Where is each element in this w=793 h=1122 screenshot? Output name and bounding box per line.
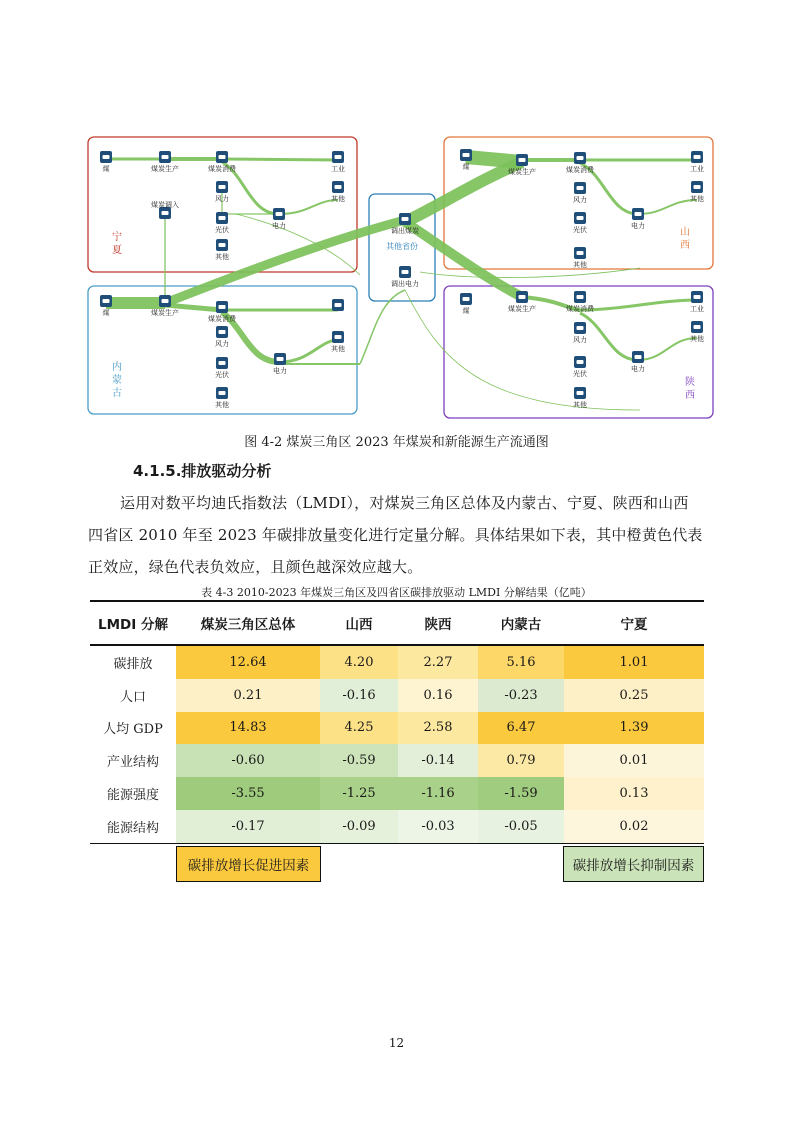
- figure-caption: 图 4-2 煤炭三角区 2023 年煤炭和新能源生产流通图: [244, 435, 549, 450]
- column-header: LMDI 分解: [90, 601, 176, 645]
- node-label: 电力: [631, 365, 645, 373]
- region-label-neimenggu: 内: [112, 362, 122, 373]
- node-label: 煤炭消费: [566, 166, 594, 174]
- wind-icon-glyph: [219, 185, 226, 189]
- solar-icon-glyph: [219, 216, 226, 220]
- table-cell: -0.09: [320, 810, 398, 843]
- table-cell: 0.25: [564, 679, 704, 712]
- column-header: 陕西: [398, 601, 478, 645]
- table-cell: 2.27: [398, 645, 478, 679]
- node-label: 其他: [690, 335, 704, 343]
- table-cell: -0.03: [398, 810, 478, 843]
- table-cell: 6.47: [478, 712, 564, 745]
- node-label: 其他: [690, 195, 704, 203]
- coal-icon-glyph: [463, 297, 470, 301]
- region-label-other: 其他省份: [386, 242, 418, 251]
- node-label: 煤炭消费: [208, 315, 236, 323]
- node-label: 光伏: [573, 226, 587, 234]
- coal-import-icon-glyph: [162, 211, 169, 215]
- column-header: 煤炭三角区总体: [176, 601, 320, 645]
- row-label: 碳排放: [113, 656, 153, 672]
- positive-legend-label: 碳排放增长促进因素: [187, 858, 310, 874]
- coal-export-icon-glyph: [402, 217, 409, 221]
- flow-link: [638, 200, 697, 214]
- coal-icon-glyph: [103, 299, 110, 303]
- region-label-ningxia: 夏: [112, 245, 122, 256]
- node-label: 光伏: [573, 370, 587, 378]
- coal-production-icon-glyph: [519, 295, 526, 299]
- node-label: 风力: [573, 336, 587, 344]
- other-consumption-icon-glyph: [335, 335, 342, 339]
- table-cell: 0.01: [564, 744, 704, 777]
- other-energy-icon-glyph: [577, 391, 584, 395]
- other-consumption-icon-glyph: [694, 185, 701, 189]
- node-label: 光伏: [215, 371, 229, 379]
- table-cell: -0.59: [320, 744, 398, 777]
- table-cell: 0.21: [176, 679, 320, 712]
- node-label: 其他: [331, 195, 345, 203]
- flow-link: [280, 340, 338, 362]
- negative-effect-legend: [563, 846, 704, 882]
- coal-consumption-icon-glyph: [577, 156, 584, 160]
- node-label: 调出电力: [391, 280, 419, 288]
- table-cell: 1.01: [564, 645, 704, 679]
- column-header: 山西: [320, 601, 398, 645]
- table-cell: 0.13: [564, 777, 704, 810]
- table-cell: -0.05: [478, 810, 564, 843]
- coal-energy-flow-diagram: [0, 0, 793, 430]
- electricity-icon-glyph: [276, 212, 283, 216]
- node-label: 煤: [462, 307, 470, 315]
- coal-consumption-icon-glyph: [219, 155, 226, 159]
- table-cell: 12.64: [176, 645, 320, 679]
- paragraph-line-2: 四省区 2010 年至 2023 年碳排放量变化进行定量分解。具体结果如下表，其中橙黄色代表: [88, 526, 703, 544]
- region-label-shanxi: 山: [680, 227, 690, 238]
- table-cell: -3.55: [176, 777, 320, 810]
- coal-production-icon-glyph: [519, 158, 526, 162]
- table-cell: -0.60: [176, 744, 320, 777]
- coal-flow-shanxi-to-other: [405, 162, 522, 222]
- node-label: 煤炭消费: [208, 165, 236, 173]
- section-heading: 4.1.5.排放驱动分析: [133, 462, 272, 480]
- table-row: [90, 744, 704, 777]
- node-label: 煤炭生产: [508, 168, 536, 176]
- power-export-icon-glyph: [402, 270, 409, 274]
- table-caption: 表 4-3 2010-2023 年煤炭三角区及四省区碳排放驱动 LMDI 分解结果（亿吨）: [201, 586, 592, 599]
- other-energy-icon-glyph: [577, 251, 584, 255]
- region-label-neimenggu: 古: [112, 388, 122, 399]
- flow-link: [580, 300, 697, 310]
- region-label-shaanxi: 西: [685, 390, 695, 401]
- flow-link: [638, 338, 697, 360]
- node-label: 其他: [573, 261, 587, 269]
- table-cell: -1.59: [478, 777, 564, 810]
- row-label: 能源结构: [90, 810, 176, 843]
- node-label: 煤炭生产: [151, 309, 179, 317]
- electricity-icon-glyph: [277, 357, 284, 361]
- other-consumption-icon-glyph: [694, 325, 701, 329]
- node-label: 煤炭生产: [151, 165, 179, 173]
- region-label-neimenggu: 蒙: [112, 375, 122, 386]
- coal-icon-glyph: [463, 153, 470, 157]
- table-header-row: [90, 601, 704, 645]
- node-label: 电力: [272, 222, 286, 230]
- node-label: 光伏: [215, 226, 229, 234]
- table-row: [90, 645, 704, 679]
- page-number: 12: [388, 1036, 405, 1050]
- wind-icon-glyph: [577, 326, 584, 330]
- node-label: 电力: [273, 367, 287, 375]
- table-cell: 4.20: [320, 645, 398, 679]
- node-label: 调出煤炭: [391, 227, 419, 235]
- node-label: 风力: [215, 340, 229, 348]
- row-label: 产业结构: [106, 755, 159, 771]
- paragraph-line-3: 正效应，绿色代表负效应，且颜色越深效应越大。: [88, 558, 423, 576]
- flow-link: [279, 200, 338, 214]
- solar-icon-glyph: [577, 216, 584, 220]
- flow-link: [222, 159, 338, 160]
- table-cell: -0.16: [320, 679, 398, 712]
- electricity-icon-glyph: [635, 355, 642, 359]
- coal-production-icon-glyph: [162, 299, 169, 303]
- table-row: [90, 810, 704, 843]
- table-cell: -0.23: [478, 679, 564, 712]
- paragraph-line-1: 运用对数平均迪氏指数法（LMDI），对煤炭三角区总体及内蒙古、宁夏、陕西和山西: [120, 494, 689, 512]
- negative-legend-label: 碳排放增长抑制因素: [572, 858, 695, 874]
- table-cell: 4.25: [320, 712, 398, 745]
- table-row: [90, 712, 704, 745]
- wind-icon-glyph: [577, 186, 584, 190]
- row-label: 人均 GDP: [103, 722, 163, 738]
- table-row: [90, 679, 704, 712]
- node-label: 煤: [462, 163, 470, 171]
- other-consumption-icon-glyph: [335, 185, 342, 189]
- node-label: 煤炭消费: [566, 305, 594, 313]
- node-label: 风力: [215, 195, 229, 203]
- node-label: 煤: [102, 309, 110, 317]
- node-label: 工业: [331, 165, 345, 173]
- node-label: 工业: [690, 165, 704, 173]
- solar-icon-glyph: [577, 360, 584, 364]
- column-header: 宁夏: [564, 601, 704, 645]
- industry-icon-glyph: [335, 155, 342, 159]
- node-label: 其他: [215, 253, 229, 261]
- wind-icon-glyph: [219, 330, 226, 334]
- table-cell: 0.16: [398, 679, 478, 712]
- table-cell: 14.83: [176, 712, 320, 745]
- region-label-ningxia: 宁: [112, 232, 122, 243]
- industry-icon-glyph: [335, 303, 342, 307]
- node-label: 其他: [573, 401, 587, 409]
- node-label: 煤: [102, 165, 110, 173]
- industry-icon-glyph: [694, 155, 701, 159]
- lmdi-table: [90, 600, 704, 844]
- table-row: [90, 777, 704, 810]
- other-energy-icon-glyph: [219, 391, 226, 395]
- node-label: 工业: [690, 305, 704, 313]
- table-cell: 0.79: [478, 744, 564, 777]
- row-label: 人口: [119, 689, 146, 705]
- row-label: 能源强度: [106, 788, 159, 804]
- table-cell: -0.17: [176, 810, 320, 843]
- table-cell: -0.14: [398, 744, 478, 777]
- table-cell: 1.39: [564, 712, 704, 745]
- coal-consumption-icon-glyph: [219, 305, 226, 309]
- table-cell: 2.58: [398, 712, 478, 745]
- node-label: 风力: [573, 196, 587, 204]
- node-label: 煤炭调入: [151, 201, 179, 209]
- node-label: 煤炭生产: [508, 305, 536, 313]
- industry-icon-glyph: [694, 295, 701, 299]
- flow-link: [580, 313, 638, 360]
- table-cell: -1.16: [398, 777, 478, 810]
- region-label-shanxi: 西: [680, 240, 690, 251]
- node-label: 其他: [331, 345, 345, 353]
- solar-icon-glyph: [219, 361, 226, 365]
- node-label: 其他: [215, 401, 229, 409]
- table-cell: 5.16: [478, 645, 564, 679]
- coal-production-icon-glyph: [162, 155, 169, 159]
- coal-icon-glyph: [103, 155, 110, 159]
- region-label-shaanxi: 陕: [685, 377, 695, 388]
- positive-effect-legend: [176, 846, 321, 882]
- column-header: 内蒙古: [478, 601, 564, 645]
- table-cell: -1.25: [320, 777, 398, 810]
- table-cell: 0.02: [564, 810, 704, 843]
- electricity-icon-glyph: [635, 212, 642, 216]
- node-label: 电力: [631, 222, 645, 230]
- coal-consumption-icon-glyph: [577, 295, 584, 299]
- other-energy-icon-glyph: [219, 243, 226, 247]
